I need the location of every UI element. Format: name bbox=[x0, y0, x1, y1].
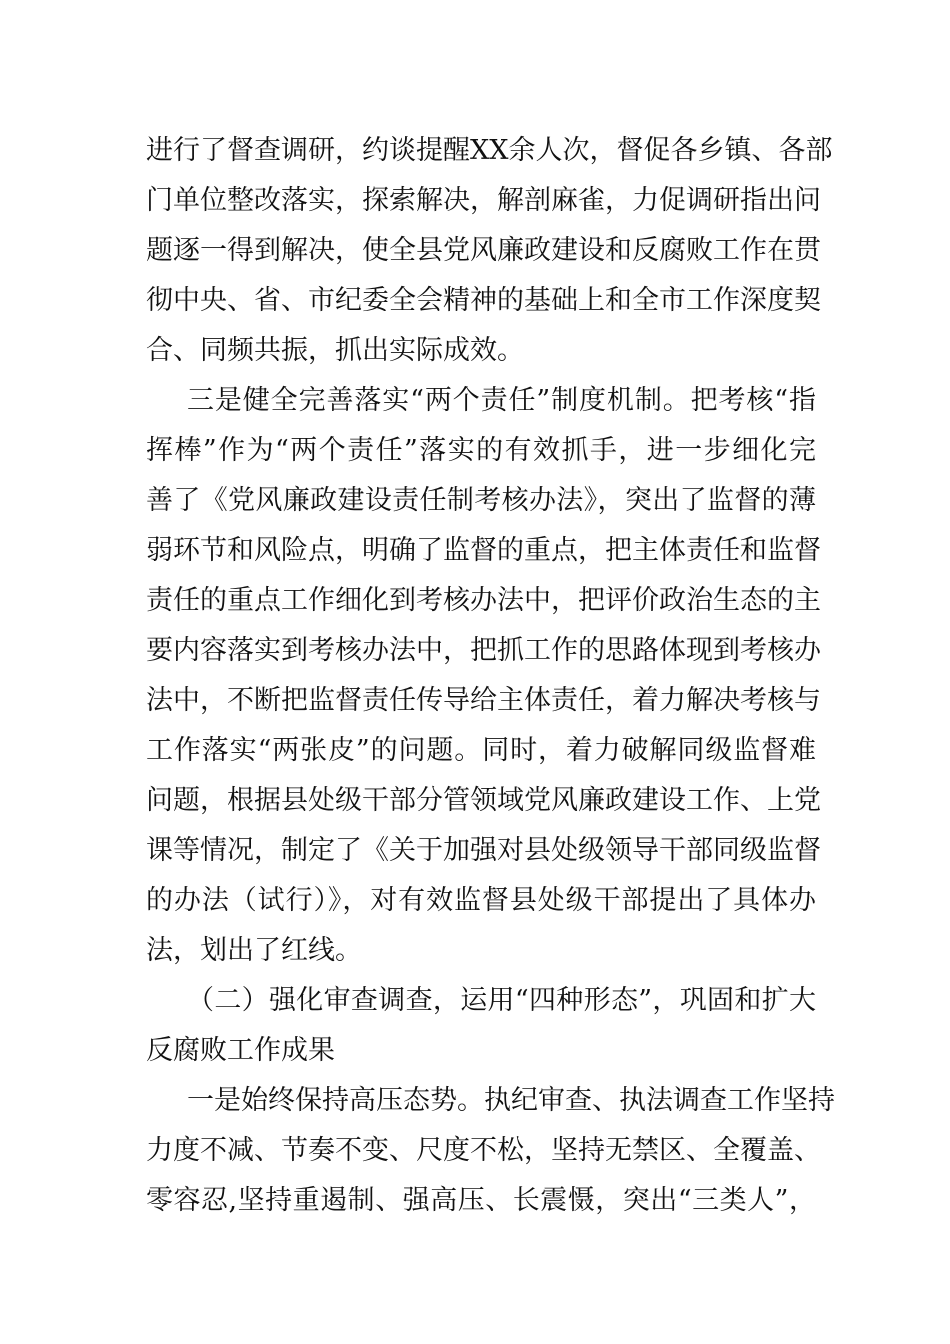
text-line: 的办法（试行）》，对有效监督县处级干部提出了具体办 bbox=[146, 885, 816, 916]
section-heading-line: 反腐败工作成果 bbox=[146, 1035, 335, 1066]
text-line: 责任的重点工作细化到考核办法中，把评价政治生态的主 bbox=[146, 585, 821, 616]
section-heading-line: （二）强化审查调查，运用“四种形态”，巩固和扩大 bbox=[187, 985, 816, 1016]
text-line: 法，划出了红线。 bbox=[146, 935, 362, 966]
text-line: 问题，根据县处级干部分管领域党风廉政建设工作、上党 bbox=[146, 785, 821, 816]
text-line: 门单位整改落实，探索解决，解剖麻雀，力促调研指出问 bbox=[146, 185, 821, 216]
text-line: 工作落实“两张皮”的问题。同时，着力破解同级监督难 bbox=[146, 735, 816, 766]
paragraph-first-line: 三是健全完善落实“两个责任”制度机制。把考核“指 bbox=[187, 385, 816, 416]
text-line: 挥棒”作为“两个责任”落实的有效抓手，进一步细化完 bbox=[146, 435, 816, 466]
text-line: 法中，不断把监督责任传导给主体责任，着力解决考核与 bbox=[146, 685, 821, 716]
text-line: 要内容落实到考核办法中，把抓工作的思路体现到考核办 bbox=[146, 635, 821, 666]
text-line: 进行了督查调研，约谈提醒XX余人次，督促各乡镇、各部 bbox=[146, 135, 833, 166]
text-line: 弱环节和风险点，明确了监督的重点，把主体责任和监督 bbox=[146, 535, 821, 566]
text-line: 课等情况，制定了《关于加强对县处级领导干部同级监督 bbox=[146, 835, 821, 866]
text-line: 题逐一得到解决，使全县党风廉政建设和反腐败工作在贯 bbox=[146, 235, 821, 266]
paragraph-first-line: 一是始终保持高压态势。执纪审查、执法调查工作坚持 bbox=[187, 1085, 835, 1116]
text-line: 零容忍,坚持重遏制、强高压、长震慑，突出“三类人”， bbox=[146, 1185, 816, 1216]
text-line: 善了《党风廉政建设责任制考核办法》，突出了监督的薄 bbox=[146, 485, 816, 516]
text-line: 力度不减、节奏不变、尺度不松，坚持无禁区、全覆盖、 bbox=[146, 1135, 821, 1166]
text-line: 合、同频共振，抓出实际成效。 bbox=[146, 335, 524, 366]
text-line: 彻中央、省、市纪委全会精神的基础上和全市工作深度契 bbox=[146, 285, 821, 316]
